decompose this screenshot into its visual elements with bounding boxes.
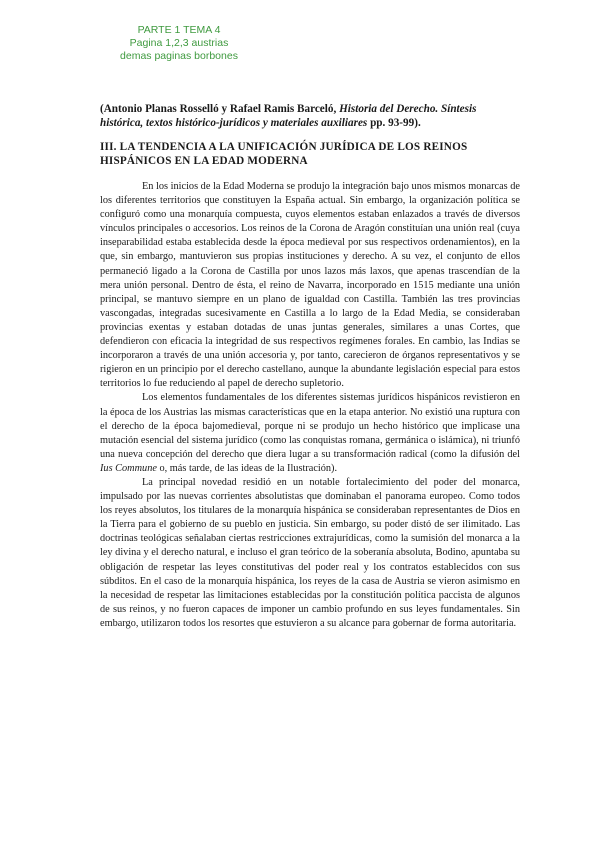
paragraph xyxy=(100,391,520,476)
italic-term: Ius Commune xyxy=(100,462,157,474)
paragraph-text: o, más tarde, de las ideas de la Ilustración). xyxy=(159,462,338,474)
handwritten-note xyxy=(84,24,274,63)
note-line-3: demas paginas borbones xyxy=(120,50,238,62)
paragraph: La principal novedad residió en un notable fortalecimiento del poder del monarca, impulsado por las nuevas corrientes absolutistas que dominaban el panorama europeo. Como todos los reyes absolutos, los titulares de la monarquía hispánica se consideraban representantes de Dios en la Tierra para el gobierno de su pueblo en justicia. Sin embargo, su poder distó de ser ilimitado. Las doctrinas teológicas señalaban ciertas restricciones extrajurídicas, como la sumisión del monarca a la ley divina y el derecho natural, e incluso el gran teórico de la soberanía absoluta, Bodino, apuntaba su obligación de respetar las leyes constitutivas del poder real y los contratos establecidos con sus súbditos. En el caso de la monarquía hispánica, los reyes de la casa de Austria se vieron asimismo en la necesidad de respetar las limitaciones establecidas por la constitución política paccista de algunos de sus reinos, y no fueron capaces de imponer un cambio profundo en sus leyes fundamentales. Sin embargo, utilizaron todos los resortes que estuvieron a su alcance para gobernar de forma autoritaria. xyxy=(100,476,520,629)
section-heading: III. LA TENDENCIA A LA UNIFICACIÓN JURÍDICA DE LOS REINOS HISPÁNICOS EN LA EDAD MODERNA xyxy=(100,141,468,167)
body-text xyxy=(100,180,520,631)
citation xyxy=(100,102,520,130)
note-line-2: Pagina 1,2,3 austrias xyxy=(129,37,229,49)
paragraph-text: Los elementos fundamentales de los diferentes sistemas jurídicos hispánicos revistieron en la época de los Austrias las mismas características que en la etapa anterior. No existió una ruptura con el derecho de la época bajomedieval, porque ni se produjo un hecho histórico que implicase una mutación esencial del sistema jurídico (como las conquistas romana, germánica o islámica), ni triunfó una nueva concepción del derecho que diera lugar a su transformación radical (como la difusión del xyxy=(100,392,520,460)
citation-authors: (Antonio Planas Rosselló y Rafael Ramis Barceló, xyxy=(100,103,337,115)
note-line-1: PARTE 1 TEMA 4 xyxy=(137,24,221,36)
citation-book-title: Historia del Derecho. Síntesis histórica, textos histórico-jurídicos y materiales auxiliares xyxy=(100,103,477,129)
citation-pages: pp. 93-99). xyxy=(370,117,421,129)
paragraph: En los inicios de la Edad Moderna se produjo la integración bajo unos mismos monarcas de los diferentes territorios que constituyen la España actual. Sin embargo, la organización política se configuró como una monarquía compuesta, cuyos elementos estaban enlazados a través de diversos vínculos principales o accesorios. Los reinos de la Corona de Aragón constituían una unión real (cuya inseparabilidad estaba establecida desde la época medieval por sus respectivos ordenamientos), en la que, sin embargo, mantuvieron sus propias instituciones y derecho. A su vez, el conjunto de ellos permaneció ligado a la Corona de Castilla por unos lazos más laxos, que apenas trascendían de la mera unión personal. Dentro de ésta, el reino de Navarra, incorporado en 1515 mediante una unión principal, se mantuvo siempre en un plano de igualdad con Castilla. También las tres provincias vascongadas, integradas sucesivamente en Castilla a lo largo de la Edad Media, se consideraban provincias exentas y estaban dotadas de unas juntas generales, similares a unas Cortes, que defendieron con eficacia la integridad de sus respectivos regímenes forales. En cambio, las Indias se incorporaron a través de una unión accesoria y, por tanto, carecieron de órganos representativos y se rigieron en un principio por el derecho castellano, aunque la abundante legislación especial para estos territorios lo fue reduciendo al papel de derecho supletorio. xyxy=(100,181,520,390)
